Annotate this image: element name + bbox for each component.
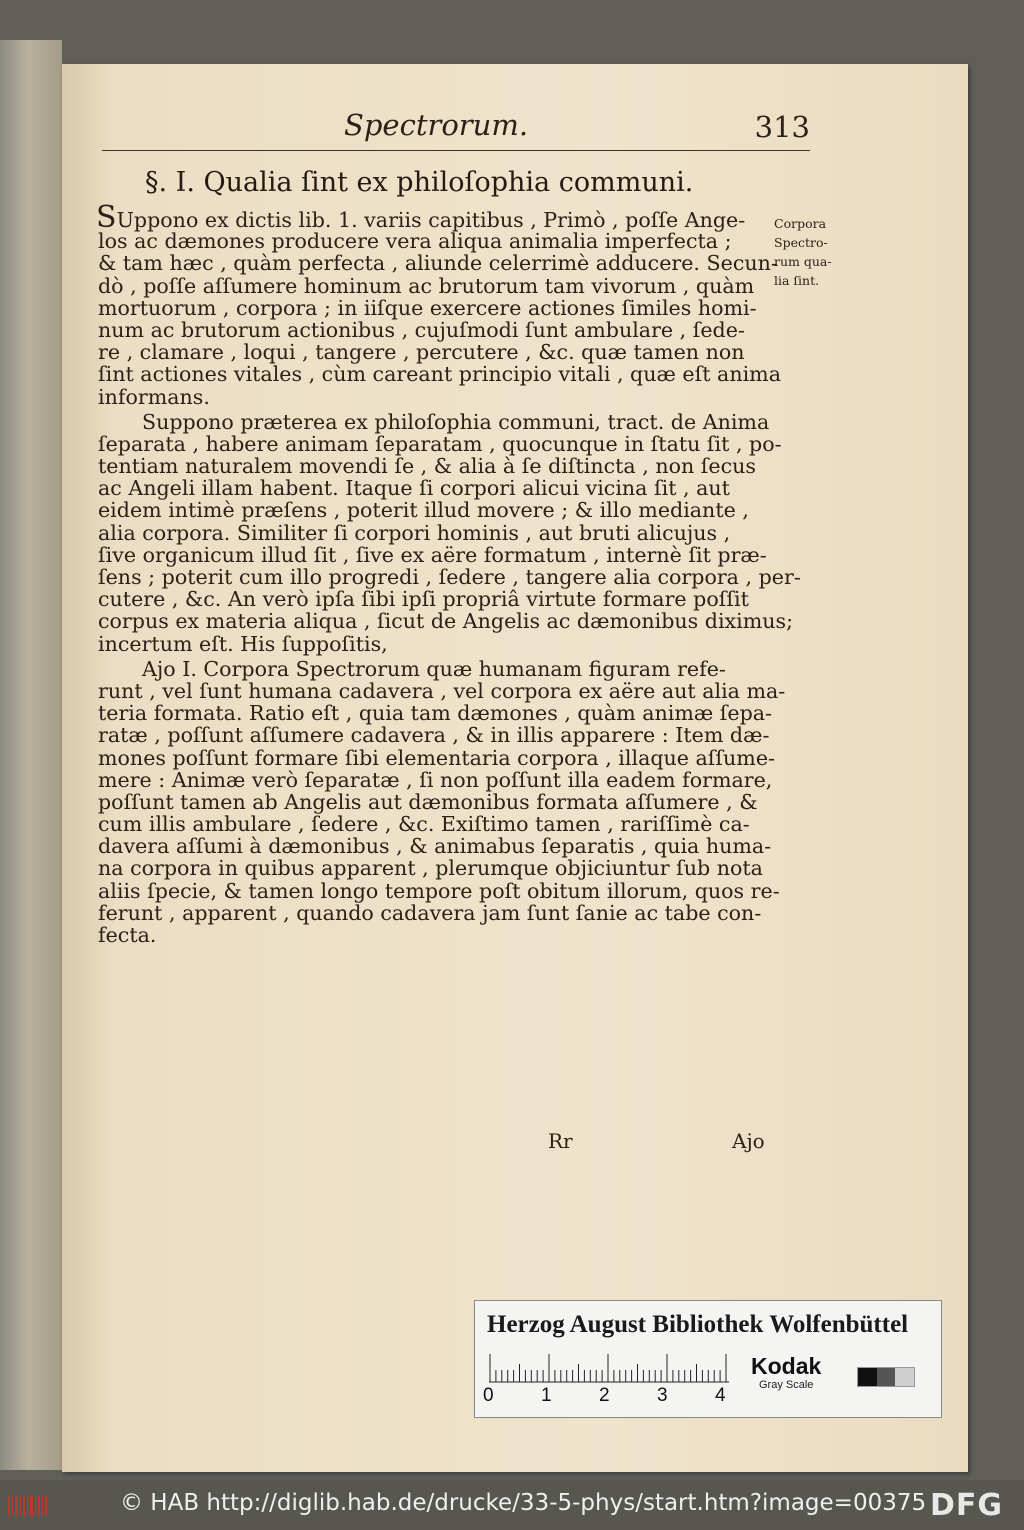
text-line-content: ac Angeli illam habent. Itaque ſi corpori alicui vicina ſit , aut: [98, 476, 730, 501]
text-line-content: alia corpora. Similiter ſi corpori hominis , aut bruti alicujus ,: [98, 520, 731, 545]
color-reference-card: [474, 1300, 942, 1418]
previous-page-edge: [0, 40, 62, 1470]
text-line: [98, 658, 774, 680]
text-line-content: ſeparata , habere animam ſeparatam , quocunque in ſtatu ſit , po-: [98, 431, 782, 456]
text-line-content: tentiam naturalem movendi ſe , & alia à ſe diſtincta , non ſecus: [98, 454, 756, 479]
margin-note-line: rum qua-: [774, 254, 832, 269]
text-line: [98, 230, 774, 252]
section-heading: §. I. Qualia ſint ex philoſophia communi.: [145, 167, 694, 198]
text-line: [98, 297, 774, 319]
ruler-scale: [489, 1353, 729, 1383]
text-line-content: corpus ex materia aliqua , ſicut de Angelis ac dæmonibus diximus;: [98, 609, 794, 634]
swatch: [858, 1368, 877, 1386]
text-line: [98, 813, 774, 835]
margin-note-line: Corpora: [774, 216, 827, 231]
text-line-content: ſive organicum illud ſit , ſive ex aëre formatum , internè ſit præ-: [98, 542, 767, 567]
footer-bar: [0, 1480, 1024, 1530]
text-line-content: cum illis ambulare , ſedere , &c. Exiſtimo tamen , rariſſimè ca-: [98, 812, 750, 837]
gray-scale-label: Gray Scale: [759, 1379, 814, 1391]
footer-copyright-url[interactable]: © HAB http://diglib.hab.de/drucke/33-5-phys/start.htm?image=00375: [120, 1490, 927, 1516]
text-line: [96, 200, 774, 235]
text-line: [98, 251, 778, 276]
text-line: [98, 902, 774, 924]
text-line-content: teria formata. Ratio eſt , quia tam dæmones , quàm animæ ſepa-: [98, 701, 773, 726]
text-line: [98, 835, 774, 857]
text-line: [98, 275, 774, 297]
text-line: [98, 702, 774, 724]
text-line: [98, 362, 781, 387]
previous-page-text-fragment: [0, 240, 60, 1000]
text-line-content: eidem intimè præſens , poterit illud movere ; & illo mediante ,: [98, 498, 749, 523]
text-line-content: ſens ; poterit cum illo progredi , ſedere , tangere alia corpora , per-: [98, 565, 801, 589]
text-line: [98, 878, 780, 903]
text-line: [98, 791, 774, 813]
text-line-content: poſſunt tamen ab Angelis aut dæmonibus formata aſſumere , &: [98, 789, 758, 814]
text-line-content: informans.: [98, 384, 210, 409]
text-line: [98, 477, 774, 499]
text-line-content: mere : Animæ verò ſeparatæ , ſi non poſſunt illa eadem formare,: [98, 767, 773, 792]
text-line-content: Suppono præterea ex philoſophia communi, tract. de Anima: [142, 409, 770, 434]
text-line-content: Ajo I. Corpora Spectrorum quæ humanam figuram refe-: [142, 656, 726, 681]
catchword: Ajo: [732, 1129, 765, 1153]
text-line: [98, 924, 774, 946]
ruler-number: 2: [599, 1385, 610, 1406]
card-title: Herzog August Bibliothek Wolfenbüttel: [487, 1311, 909, 1338]
text-line-content: dò , poſſe aſſumere hominum ac brutorum tam vivorum , quàm: [98, 273, 755, 298]
margin-note-line: lia ſint.: [774, 273, 820, 288]
text-line: [98, 678, 786, 703]
text-line-content: aliis ſpecie, & tamen longo tempore poſt obitum illorum, quos re-: [98, 878, 780, 903]
drop-capital: S: [96, 200, 117, 235]
book-page: [62, 64, 968, 1472]
text-line: [98, 499, 774, 521]
text-line: [98, 431, 782, 456]
text-line-content: na corpora in quibus apparent , plerumque objiciuntur ſub nota: [98, 856, 763, 881]
ruler-number: 4: [715, 1385, 726, 1406]
text-line: [98, 544, 774, 566]
ruler-number: 3: [657, 1385, 668, 1406]
page-number: 313: [754, 110, 810, 144]
text-line: [98, 386, 774, 408]
signature-mark: Rr: [548, 1129, 573, 1153]
text-line: [98, 565, 801, 589]
text-line: [98, 588, 774, 610]
text-line: [98, 769, 774, 791]
text-line: [98, 747, 774, 769]
text-line-content: incertum eſt. His ſuppoſitis,: [98, 631, 388, 656]
margin-note-line: Spectro-: [774, 235, 828, 250]
text-line: [98, 522, 774, 544]
ruler-number: 0: [483, 1385, 494, 1406]
ruler-number: 1: [541, 1385, 552, 1406]
text-line-content: ſint actiones vitales , cùm careant principio vitali , quæ eſt anima: [98, 362, 781, 387]
text-line-content: ratæ , poſſunt aſſumere cadavera , & in illis apparere : Item dæ-: [98, 723, 770, 748]
text-line: [98, 319, 774, 341]
text-line-content: & tam hæc , quàm perfecta , aliunde celerrimè adducere. Secun-: [98, 251, 778, 276]
text-line-content: los ac dæmones producere vera aliqua animalia imperfecta ;: [98, 229, 732, 254]
text-line-content: runt , vel ſunt humana cadavera , vel corpora ex aëre aut alia ma-: [98, 678, 786, 703]
hab-barcode-logo: [6, 1494, 48, 1518]
text-line-content: davera aſſumi à dæmonibus , & animabus ſeparatis , quia huma-: [98, 834, 772, 859]
swatch: [895, 1368, 914, 1386]
margin-note: [774, 214, 854, 290]
text-line-content: cutere , &c. An verò ipſa ſibi ipſi propriâ virtute formare poſſit: [98, 587, 749, 612]
text-line: [98, 411, 774, 433]
swatch: [877, 1368, 896, 1386]
dfg-logo: DFG: [930, 1488, 1004, 1523]
text-line: [98, 341, 774, 363]
running-title: Spectrorum.: [344, 108, 529, 142]
text-line-content: re , clamare , loqui , tangere , percutere , &c. quæ tamen non: [98, 340, 745, 365]
text-line: [98, 633, 774, 655]
text-line: [98, 609, 794, 634]
text-line: [98, 455, 774, 477]
text-line: [98, 724, 774, 746]
page-header: [102, 108, 810, 151]
text-line-content: mortuorum , corpora ; in iiſque exercere actiones ſimiles homi-: [98, 295, 757, 320]
text-line: [98, 857, 774, 879]
text-line-content: mones poſſunt formare ſibi elementaria corpora , illaque aſſume-: [98, 745, 775, 770]
gray-swatches: [857, 1367, 915, 1387]
text-line-content: Uppono ex dictis lib. 1. variis capitibus , Primò , poſſe Ange-: [116, 208, 746, 232]
kodak-brand: Kodak: [751, 1353, 822, 1379]
text-line-content: num ac brutorum actionibus , cujuſmodi ſunt ambulare , ſede-: [98, 317, 745, 342]
text-line-content: ferunt , apparent , quando cadavera jam ſunt ſanie ac tabe con-: [98, 900, 762, 925]
text-line-content: fecta.: [98, 923, 157, 947]
